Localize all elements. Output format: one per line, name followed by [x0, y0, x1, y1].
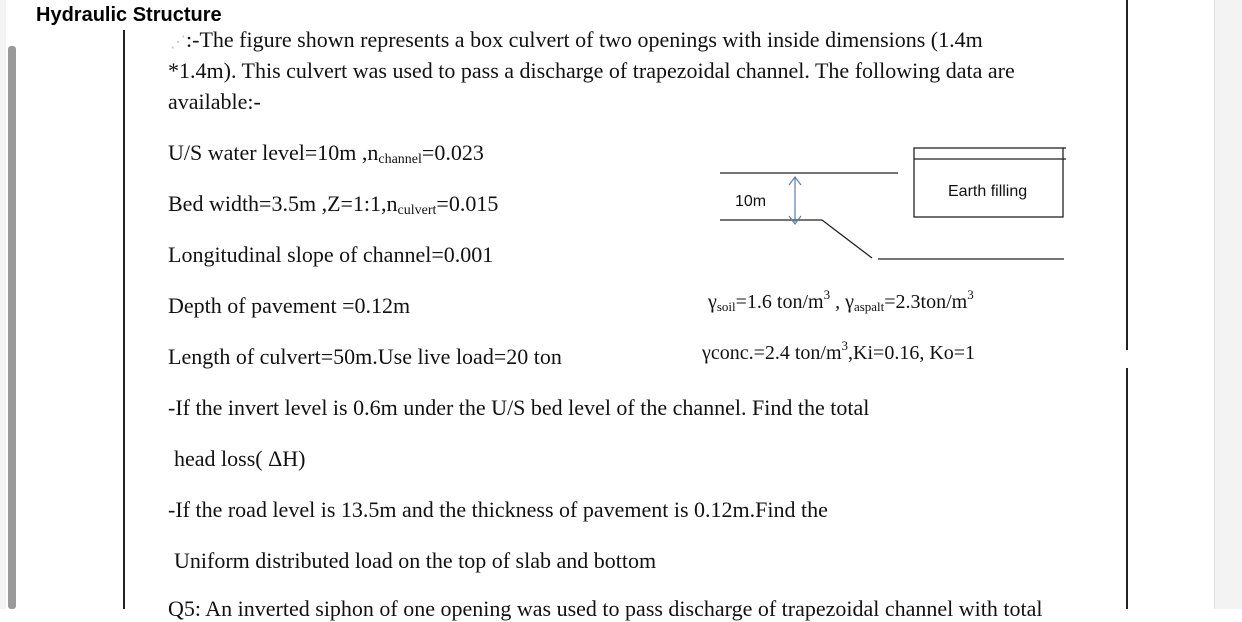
- given-bed-width: Bed width=3.5m $,Z=1:1,n_{culvert}=0.015$: [168, 191, 499, 218]
- page-left-border: [123, 30, 125, 609]
- question-2-line-1: -If the road level is 13.5m and the thickness of pavement is 0.12m.Find the: [168, 497, 828, 522]
- figure-earth-label: Earth filling: [948, 183, 1028, 200]
- page-right-border-lower: [1126, 368, 1128, 609]
- given-length: Length of culvert=50m.Use live load=20 ton: [168, 344, 562, 369]
- side-slope-line: [822, 220, 872, 258]
- scrollbar-thumb[interactable]: [8, 46, 16, 609]
- question-1-line-2: head loss( ΔH): [174, 446, 306, 471]
- question-5-cut-line: Q5: An inverted siphon of one opening was used to pass discharge of trapezoidal channel with total: [168, 596, 1043, 621]
- question-1-line-1: -If the invert level is 0.6m under the U/S bed level of the channel. Find the total: [168, 395, 870, 420]
- right-panel: [1214, 0, 1242, 609]
- unit-weights-line-1: γsoil=1.6 ton/$m^3$ , $\gamma aspalt=2.3ton/m^3$: [708, 287, 974, 314]
- intro-line-3: available:-: [168, 89, 261, 114]
- intro-line-1: ⋰:-The figure shown represents a box culvert of two openings with inside dimensions (1.4m: [170, 27, 983, 52]
- intro-line-2: *1.4m). This culvert was used to pass a discharge of trapezoidal channel. The following data are: [168, 58, 1015, 83]
- given-pavement: Depth of pavement =0.12m: [168, 293, 411, 318]
- depth-arrow-icon: [789, 177, 801, 224]
- figure-depth-label: 10m: [735, 193, 767, 210]
- header-title: Hydraulic Structure: [36, 4, 222, 26]
- page-right-border: [1126, 0, 1128, 350]
- question-number-smudge: ⋰: [170, 34, 186, 51]
- question-2-line-2: Uniform distributed load on the top of slab and bottom: [174, 548, 657, 573]
- given-us-water-level: U/S water level=10m $,n_{channel}=0.023$: [168, 140, 484, 167]
- given-slope: Longitudinal slope of channel=0.001: [168, 242, 494, 267]
- unit-weights-line-2: γconc.=2.4 ton/$m^3,Ki=0.16$, Ko=1: [702, 338, 976, 364]
- left-gutter: [0, 0, 6, 609]
